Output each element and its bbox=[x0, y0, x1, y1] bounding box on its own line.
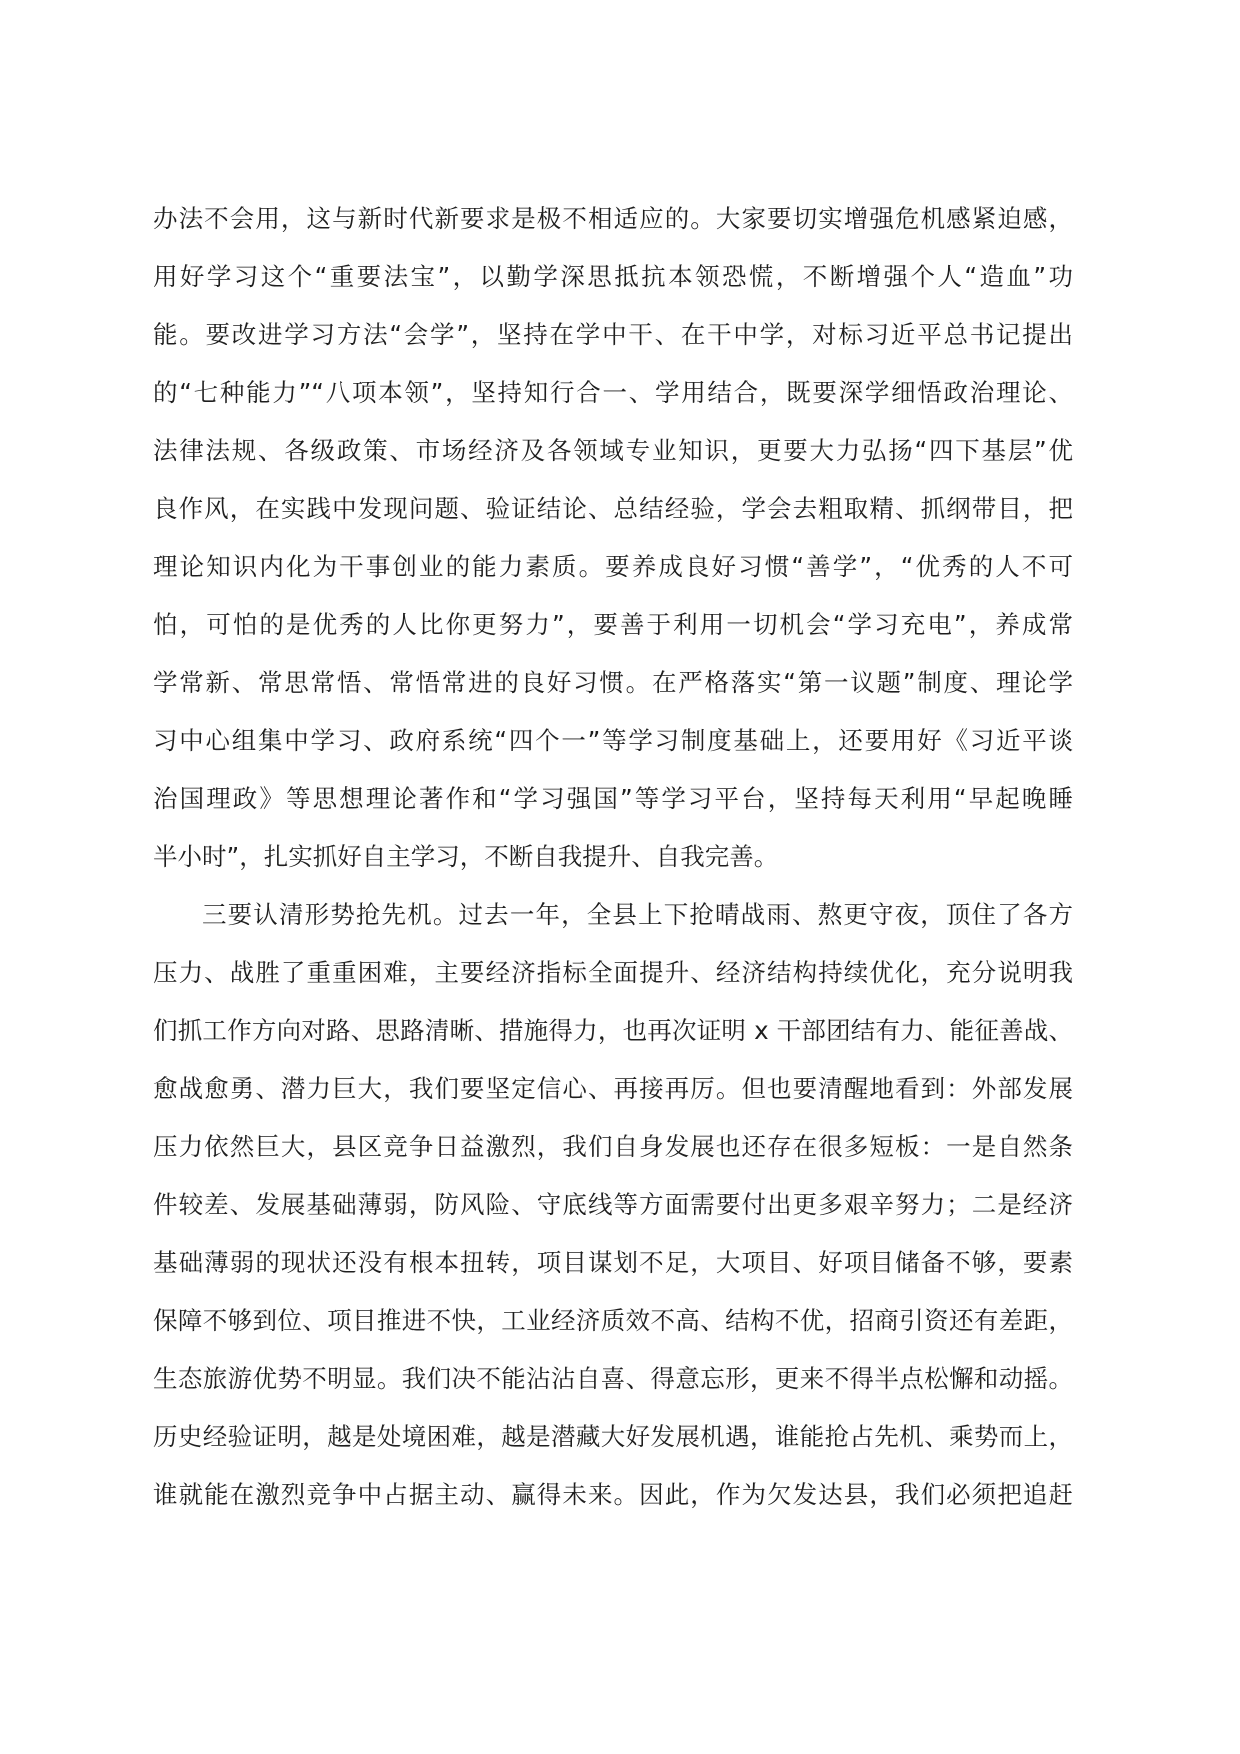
text-line: 件较差、发展基础薄弱，防风险、守底线等方面需要付出更多艰辛努力；二是经济 bbox=[153, 1190, 1073, 1219]
text-line: 法律法规、各级政策、市场经济及各领域专业知识，更要大力弘扬“四下基层”优 bbox=[153, 436, 1073, 465]
text-line: 怕，可怕的是优秀的人比你更努力”，要善于利用一切机会“学习充电”，养成常 bbox=[153, 610, 1073, 639]
text-line: 愈战愈勇、潜力巨大，我们要坚定信心、再接再厉。但也要清醒地看到：外部发展 bbox=[153, 1074, 1073, 1103]
text-line: 们抓工作方向对路、思路清晰、措施得力，也再次证明 x 干部团结有力、能征善战、 bbox=[153, 1016, 1073, 1045]
text-line: 生态旅游优势不明显。我们决不能沾沾自喜、得意忘形，更来不得半点松懈和动摇。 bbox=[153, 1364, 1073, 1393]
text-line: 能。要改进学习方法“会学”，坚持在学中干、在干中学，对标习近平总书记提出 bbox=[153, 320, 1073, 349]
text-line: 办法不会用，这与新时代新要求是极不相适应的。大家要切实增强危机感紧迫感， bbox=[153, 204, 1073, 233]
text-line: 压力、战胜了重重困难，主要经济指标全面提升、经济结构持续优化，充分说明我 bbox=[153, 958, 1073, 987]
paragraph-start-line: 三要认清形势抢先机。过去一年，全县上下抢晴战雨、熬更守夜，顶住了各方 bbox=[202, 900, 1073, 929]
text-line: 历史经验证明，越是处境困难，越是潜藏大好发展机遇，谁能抢占先机、乘势而上， bbox=[153, 1422, 1073, 1451]
text-line: 基础薄弱的现状还没有根本扭转，项目谋划不足，大项目、好项目储备不够，要素 bbox=[153, 1248, 1073, 1277]
text-line: 学常新、常思常悟、常悟常进的良好习惯。在严格落实“第一议题”制度、理论学 bbox=[153, 668, 1073, 697]
text-line: 良作风，在实践中发现问题、验证结论、总结经验，学会去粗取精、抓纲带目，把 bbox=[153, 494, 1073, 523]
text-line: 压力依然巨大，县区竞争日益激烈，我们自身发展也还存在很多短板：一是自然条 bbox=[153, 1132, 1073, 1161]
text-line: 保障不够到位、项目推进不快，工业经济质效不高、结构不优，招商引资还有差距， bbox=[153, 1306, 1073, 1335]
text-line: 治国理政》等思想理论著作和“学习强国”等学习平台，坚持每天利用“早起晚睡 bbox=[153, 784, 1073, 813]
text-line: 谁就能在激烈竞争中占据主动、赢得未来。因此，作为欠发达县，我们必须把追赶 bbox=[153, 1480, 1073, 1509]
text-line: 习中心组集中学习、政府系统“四个一”等学习制度基础上，还要用好《习近平谈 bbox=[153, 726, 1073, 755]
text-line: 用好学习这个“重要法宝”，以勤学深思抵抗本领恐慌，不断增强个人“造血”功 bbox=[153, 262, 1073, 291]
body-text bbox=[153, 190, 1073, 1524]
text-line: 理论知识内化为干事创业的能力素质。要养成良好习惯“善学”，“优秀的人不可 bbox=[153, 552, 1073, 581]
text-line: 的“七种能力”“八项本领”，坚持知行合一、学用结合，既要深学细悟政治理论、 bbox=[153, 378, 1073, 407]
text-line: 半小时”，扎实抓好自主学习，不断自我提升、自我完善。 bbox=[153, 842, 779, 871]
